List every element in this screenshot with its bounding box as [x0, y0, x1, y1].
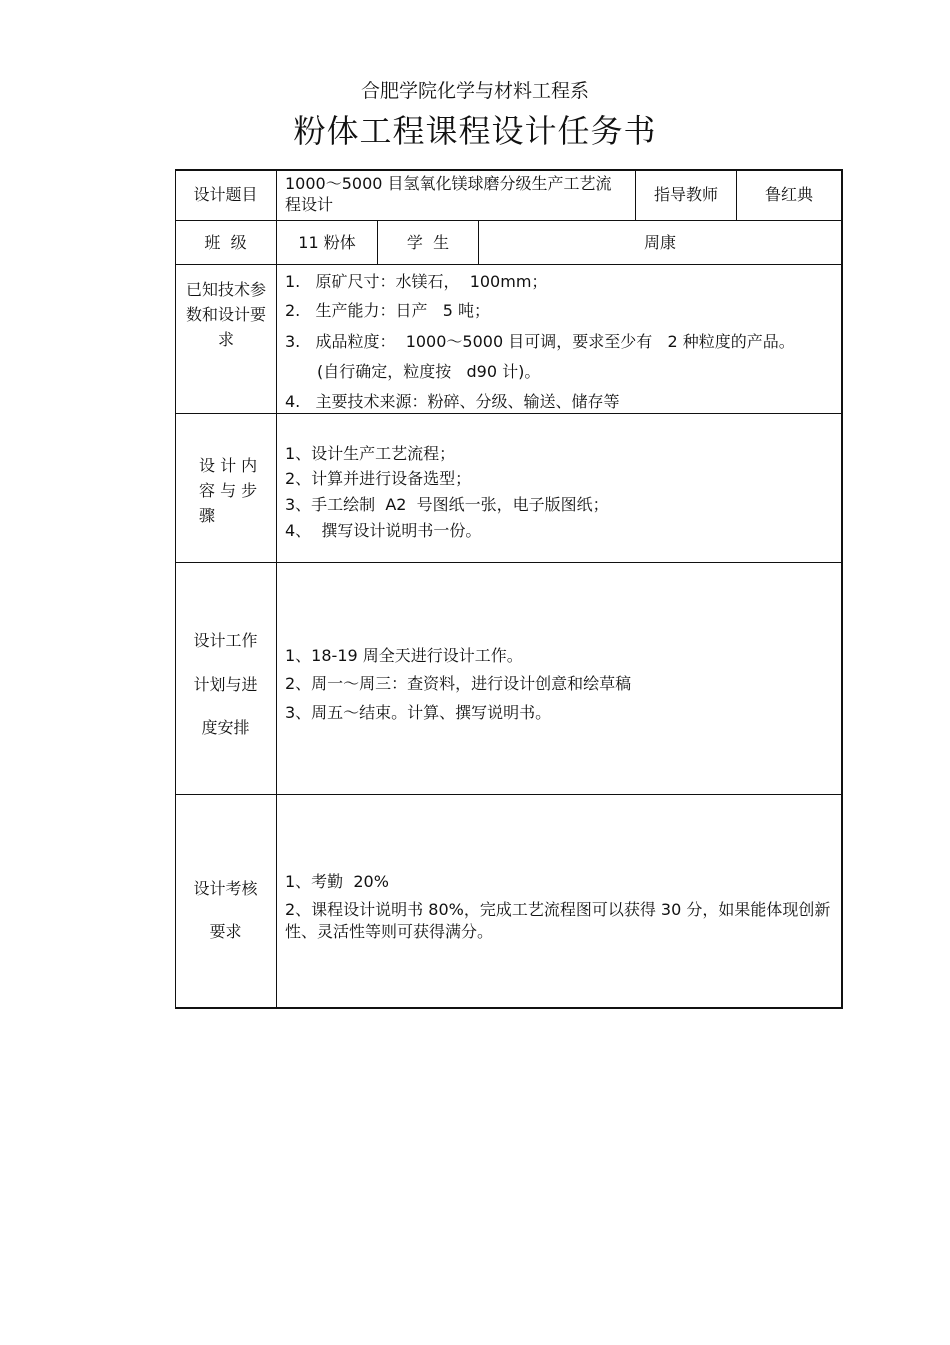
- plan-label-line: 设计工作: [193, 631, 258, 650]
- content-item: 2、计算并进行设备选型；: [285, 469, 472, 488]
- content-label: 设 计 内 容 与 步 骤: [199, 456, 258, 525]
- table-border-right: [841, 169, 843, 1009]
- assess-label-line: 要求: [209, 922, 242, 941]
- params-item: 2. 生产能力：日产 5 吨；: [285, 301, 491, 320]
- params-item: 3. 成品粒度： 1000～5000 目可调，要求至少有 2 种粒度的产品。: [285, 332, 795, 351]
- plan-item: 1、18-19 周全天进行设计工作。: [285, 646, 523, 665]
- advisor-value: 鲁红典: [764, 185, 813, 204]
- assess-item: 2、课程设计说明书 80%，完成工艺流程图可以获得 30 分，如果能体现创新性、灵活性等则可获得满分。: [285, 900, 831, 941]
- plan-label-line: 计划与进: [193, 675, 258, 694]
- content-item: 1、设计生产工艺流程；: [285, 444, 456, 463]
- plan-item: 2、周一～周三：查资料，进行设计创意和绘草稿: [285, 674, 632, 693]
- assess-label-line: 设计考核: [193, 879, 258, 898]
- topic-value: 1000～5000 目氢氧化镁球磨分级生产工艺流程设计: [285, 174, 612, 214]
- class-label: 班 级: [204, 233, 247, 252]
- params-label: 已知技术参数和设计要求: [185, 280, 266, 349]
- params-item: (自行确定，粒度按 d90 计)。: [317, 362, 541, 381]
- class-value: 11 粉体: [298, 233, 356, 252]
- student-value: 周康: [643, 233, 676, 252]
- topic-label: 设计题目: [193, 185, 258, 204]
- department-name: 合肥学院化学与材料工程系: [360, 80, 589, 102]
- col-divider: [276, 169, 277, 1009]
- params-item: 4. 主要技术来源：粉碎、分级、输送、储存等: [285, 392, 620, 411]
- document-title: 粉体工程课程设计任务书: [293, 112, 657, 150]
- params-item: 1. 原矿尺寸：水镁石， 100mm；: [285, 272, 548, 291]
- advisor-label: 指导教师: [653, 185, 718, 204]
- student-label: 学 生: [406, 233, 450, 252]
- plan-item: 3、周五～结束。计算、撰写说明书。: [285, 703, 552, 722]
- content-item: 3、手工绘制 A2 号图纸一张，电子版图纸；: [285, 495, 609, 514]
- assess-item: 1、考勤 20%: [285, 872, 389, 891]
- plan-label-line: 度安排: [201, 718, 250, 737]
- task-table: [175, 169, 843, 1009]
- content-item: 4、 撰写设计说明书一份。: [285, 521, 482, 540]
